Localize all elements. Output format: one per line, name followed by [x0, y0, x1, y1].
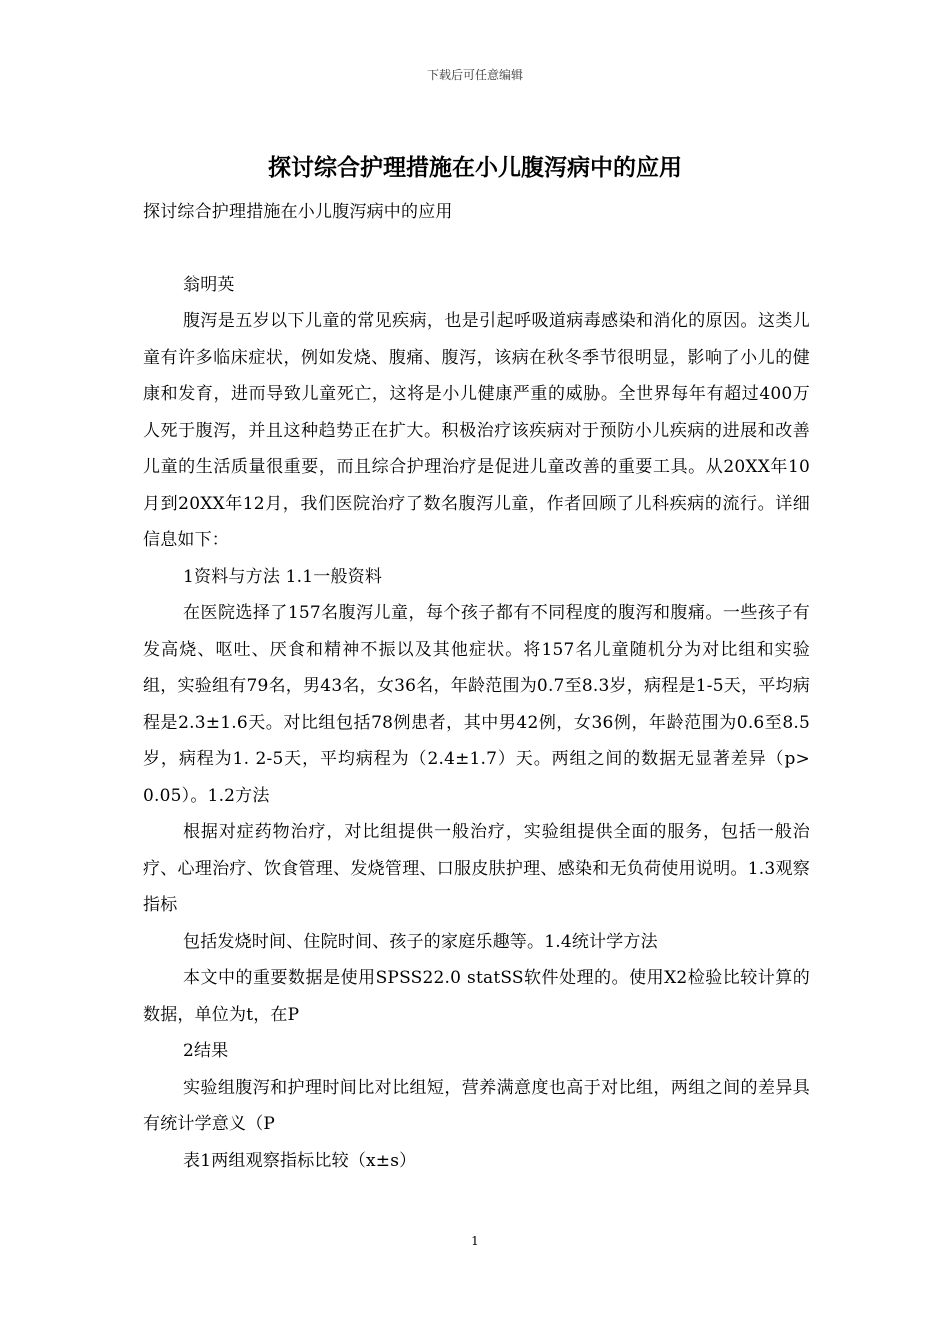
- table-caption: 表1两组观察指标比较（x±s）: [183, 1150, 417, 1171]
- author-name: 翁明英: [183, 274, 235, 295]
- header-note: 下载后可任意编辑: [426, 68, 523, 82]
- paragraph-intro: 腹泻是五岁以下儿童的常见疾病，也是引起呼吸道病毒感染和消化的原因。这类儿童有许多临床症状，例如发烧、腹痛、腹泻，该病在秋冬季节很明显，影响了小儿的健康和发育，进而导致儿童死亡，这将是小儿健康严重的威胁。全世界每年有超过400万人死于腹泻，并且这种趋势正在扩大。积极治疗该疾病对于预防小儿疾病的进展和改善儿童的生活质量很重要，而且综合护理治疗是促进儿童改善的重要工具。从20XX年10月到20XX年12月，我们医院治疗了数名腹泻儿童，作者回顾了儿科疾病的流行。详细信息如下：: [143, 311, 810, 550]
- section-heading-results: 2结果: [183, 1041, 229, 1061]
- section-heading-methods: 1资料与方法 1.1一般资料: [183, 566, 383, 587]
- paragraph-indicators: 包括发烧时间、住院时间、孩子的家庭乐趣等。1.4统计学方法: [183, 931, 658, 952]
- paragraph-results: 实验组腹泻和护理时间比对比组短，营养满意度也高于对比组，两组之间的差异具有统计学意义（P: [143, 1077, 810, 1134]
- paragraph-general-data: 在医院选择了157名腹泻儿童，每个孩子都有不同程度的腹泻和腹痛。一些孩子有发高烧、呕吐、厌食和精神不振以及其他症状。将157名儿童随机分为对比组和实验组，实验组有79名，男43名，女36名，年龄范围为0.7至8.3岁，病程是1-5天，平均病程是2.3±1.6天。对比组包括78例患者，其中男42例，女36例，年龄范围为0.6至8.5岁，病程为1. 2-5天，平均病程为（2.4±1.7）天。两组之间的数据无显著差异（p> 0.05）。1.2方法: [143, 603, 810, 806]
- document-subtitle: 探讨综合护理措施在小儿腹泻病中的应用: [143, 202, 453, 222]
- paragraph-statistics: 本文中的重要数据是使用SPSS22.0 statSS软件处理的。使用X2检验比较计算的数据，单位为t，在P: [143, 968, 810, 1025]
- blank-line: [143, 231, 810, 267]
- document-title: 探讨综合护理措施在小儿腹泻病中的应用: [268, 155, 682, 181]
- paragraph-methods: 根据对症药物治疗，对比组提供一般治疗，实验组提供全面的服务，包括一般治疗、心理治疗、饮食管理、发烧管理、口服皮肤护理、感染和无负荷使用说明。1.3观察指标: [143, 822, 810, 915]
- page-number: 1: [471, 1234, 479, 1248]
- document-body: [143, 194, 810, 1179]
